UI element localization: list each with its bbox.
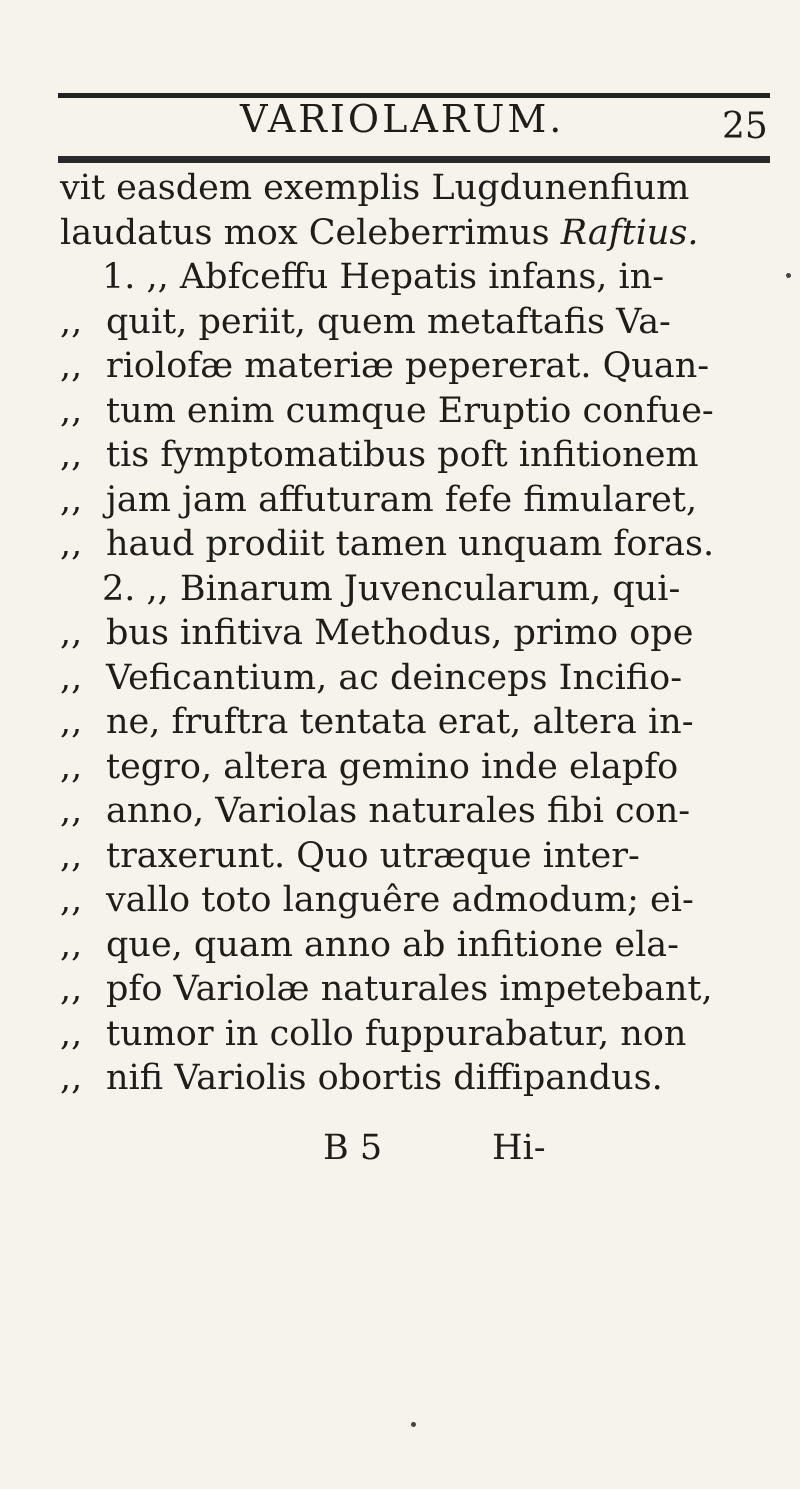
- line-text: tum enim cumque Eruptio confue-: [106, 390, 714, 431]
- quote-mark: ,,: [60, 880, 83, 920]
- line-text: traxerunt. Quo utræque inter-: [106, 835, 640, 876]
- line-text: tegro, altera gemino inde elapfo: [106, 746, 679, 787]
- line-text: 1. ,, Abfceffu Hepatis infans, in-: [102, 257, 665, 297]
- quote-mark: ,,: [60, 746, 83, 787]
- quote-mark: ,,: [60, 702, 83, 742]
- text-line: [60, 433, 780, 478]
- page-footer: [0, 1128, 800, 1178]
- text-line: [60, 967, 780, 1012]
- text-line: [60, 522, 780, 567]
- ink-speck: [411, 1422, 416, 1427]
- line-text: haud prodiit tamen unquam foras.: [106, 524, 715, 564]
- running-head: [240, 97, 564, 141]
- page-number: 25: [722, 106, 768, 147]
- line-text: nifi Variolis obortis diffipandus.: [106, 1058, 663, 1098]
- text-line: [60, 344, 780, 389]
- line-text: ne, fruftra tentata erat, altera in-: [106, 702, 694, 742]
- running-head-text: VARIOLARUM.: [240, 97, 565, 141]
- text-line: [60, 389, 780, 434]
- line-text: quit, periit, quem metaftafis Va-: [106, 301, 671, 342]
- line-text: vit easdem exemplis Lugdunenfium: [60, 168, 690, 208]
- quote-mark: ,,: [60, 1058, 83, 1098]
- line-text: tis fymptomatibus poft infitionem: [106, 435, 699, 475]
- quote-mark: ,,: [60, 524, 83, 564]
- header-bottom-rule: [58, 156, 770, 163]
- text-line: [60, 478, 780, 523]
- line-text: tumor in collo fuppurabatur, non: [106, 1013, 687, 1054]
- text-line: [60, 611, 780, 656]
- text-line: [60, 923, 780, 968]
- quote-mark: ,,: [60, 346, 83, 386]
- quote-mark: ,,: [60, 613, 83, 653]
- text-line: [60, 211, 780, 256]
- signature-mark: B 5: [323, 1128, 383, 1168]
- quote-mark: ,,: [60, 1013, 83, 1054]
- line-text: vallo toto languêre admodum; ei-: [106, 880, 694, 920]
- line-text: bus infitiva Methodus, primo ope: [106, 613, 694, 653]
- ink-speck: [786, 273, 791, 278]
- text-line: [60, 834, 780, 879]
- text-line: [60, 567, 780, 612]
- quote-mark: ,,: [60, 791, 83, 831]
- text-line: [60, 255, 780, 300]
- line-text: jam jam affuturam fefe fimularet,: [106, 479, 698, 520]
- quote-mark: ,,: [60, 479, 83, 520]
- quote-mark: ,,: [60, 301, 83, 342]
- text-line: [60, 656, 780, 701]
- text-line: [60, 166, 780, 211]
- line-text: 2. ,, Binarum Juvencularum, qui-: [102, 568, 681, 609]
- text-line: [60, 789, 780, 834]
- line-text: que, quam anno ab infitione ela-: [106, 924, 679, 965]
- text-line: [60, 745, 780, 790]
- quote-mark: ,,: [60, 924, 83, 965]
- text-line: [60, 1056, 780, 1101]
- text-line: [60, 700, 780, 745]
- line-text: pfo Variolæ naturales impetebant,: [106, 969, 713, 1009]
- line-text: riolofæ materiæ pepererat. Quan-: [106, 346, 710, 386]
- quote-mark: ,,: [60, 435, 83, 475]
- author-name: Raftius.: [560, 212, 699, 253]
- quote-mark: ,,: [60, 969, 83, 1009]
- line-text: Veficantium, ac deinceps Incifio-: [106, 657, 683, 698]
- text-line: [60, 300, 780, 345]
- quote-mark: ,,: [60, 657, 83, 698]
- line-text-roman: laudatus mox Celeberrimus: [60, 212, 561, 253]
- text-line: [60, 878, 780, 923]
- quote-mark: ,,: [60, 835, 83, 876]
- body-text: [60, 166, 780, 1101]
- line-text: [60, 211, 699, 256]
- line-text: anno, Variolas naturales fibi con-: [106, 791, 691, 831]
- catchword: Hi-: [492, 1128, 546, 1168]
- text-line: [60, 1012, 780, 1057]
- quote-mark: ,,: [60, 390, 83, 431]
